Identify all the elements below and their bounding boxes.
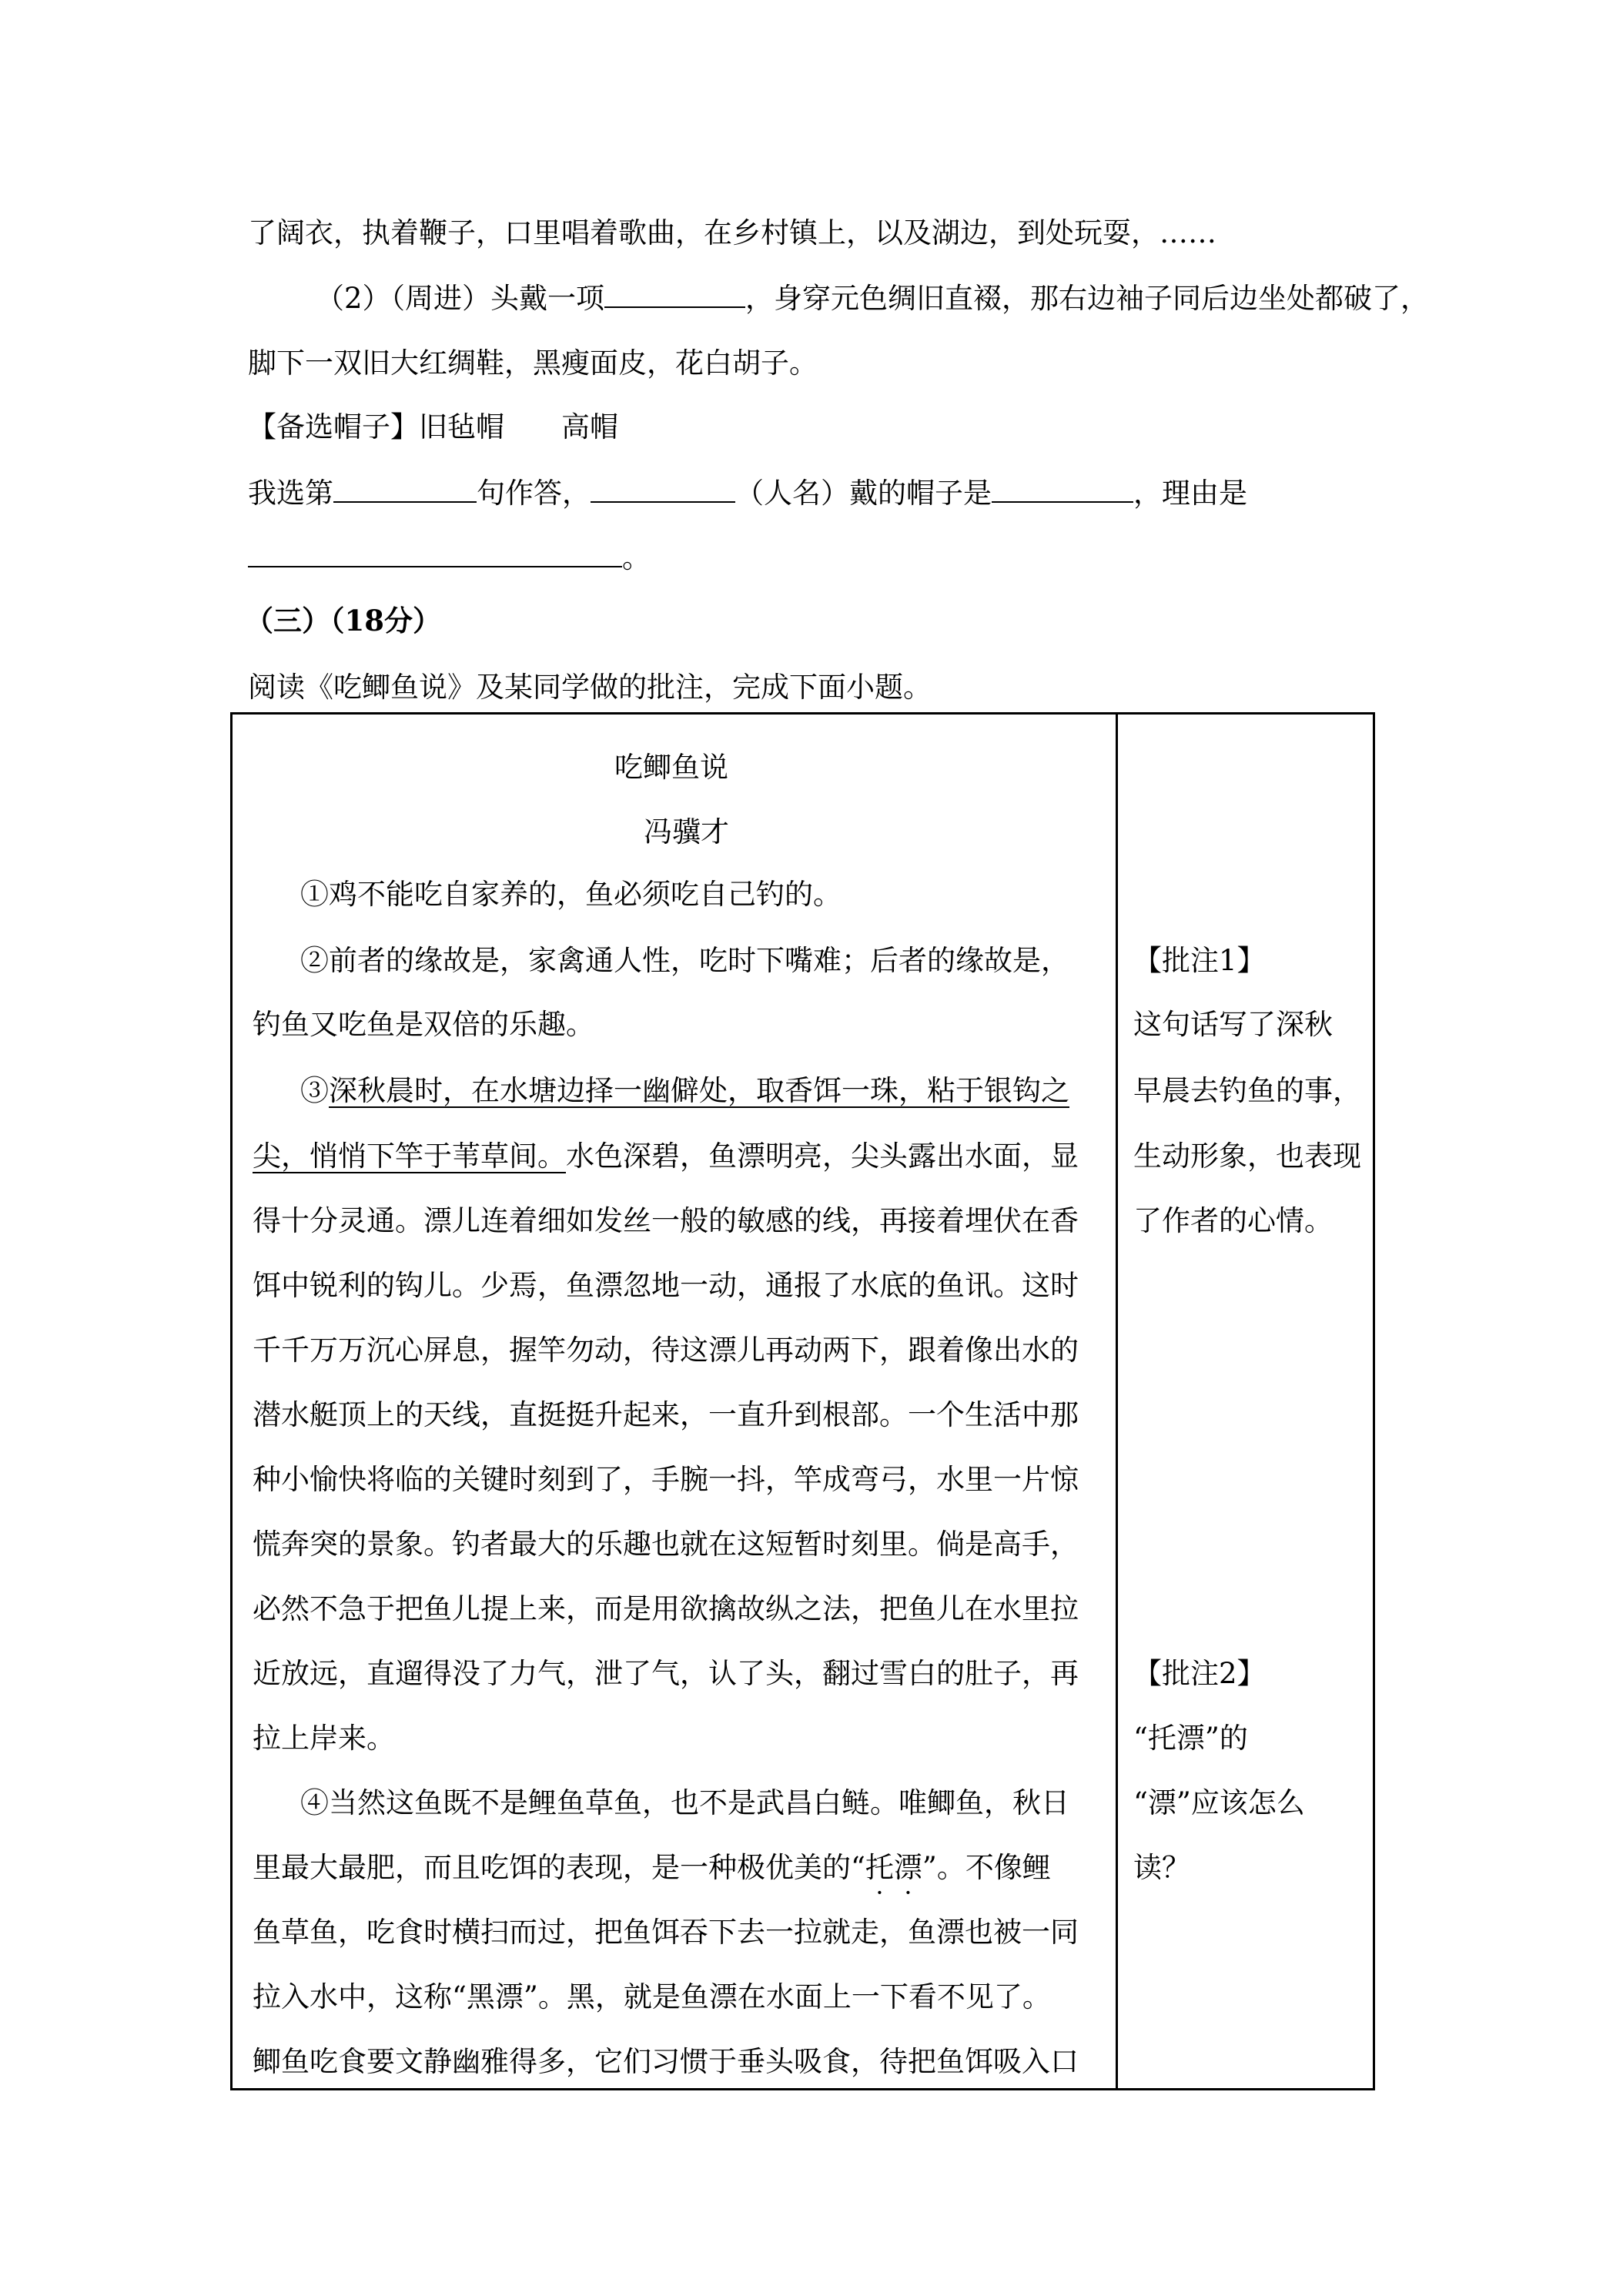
answer-line: [248, 470, 1403, 511]
article-author: 冯骥才: [644, 815, 729, 848]
annotation-line: 生动形象，也表现: [1133, 1140, 1361, 1173]
annotation-1-title: 【批注1】: [1133, 944, 1266, 977]
article-title: 吃鲫鱼说: [614, 751, 728, 784]
fill-blank[interactable]: [333, 475, 477, 503]
emphasis-char: 漂: [893, 1851, 922, 1884]
paragraph-number: ③: [300, 1074, 329, 1107]
answer-text: ，理由是: [1133, 477, 1247, 510]
annotation-line: “漂”应该怎么: [1133, 1786, 1305, 1819]
article-line: 拉入水中，这称“黑漂”。黑，就是鱼漂在水面上一下看不见了。: [253, 1980, 1051, 2013]
answer-line: [248, 534, 1403, 576]
article-line: 鱼草鱼，吃食时横扫而过，把鱼饵吞下去一拉就走，鱼漂也被一同: [253, 1916, 1079, 1949]
article-line: 饵中锐利的钩儿。少焉，鱼漂忽地一动，通报了水底的鱼讯。这时: [253, 1269, 1079, 1302]
question-text: （2）（周进）头戴一项: [316, 282, 605, 315]
article-line: 得十分灵通。漂儿连着细如发丝一般的敏感的线，再接着埋伏在香: [253, 1204, 1079, 1237]
question-text: ，身穿元色绸旧直裰，那右边袖子同后边坐处都破了，: [745, 282, 1430, 315]
article-text: ”。不像鲤: [922, 1851, 1051, 1884]
article-line: 潜水艇顶上的天线，直挺挺升起来，一直升到根部。一个生活中那: [253, 1398, 1079, 1431]
article-line: 种小愉快将临的关键时刻到了，手腕一抖，竿成弯弓，水里一片惊: [253, 1463, 1079, 1496]
answer-text: 句作答，: [477, 477, 591, 510]
section-heading: （三）（18分）: [245, 604, 441, 638]
article-line: ②前者的缘故是，家禽通人性，吃时下嘴难；后者的缘故是，: [300, 944, 1069, 977]
emphasis-char: 托: [865, 1851, 894, 1884]
underlined-sentence: 深秋晨时，在水塘边择一幽僻处，取香饵一珠，粘于银钩之: [329, 1074, 1069, 1107]
article-line: 必然不急于把鱼儿提上来，而是用欲擒故纵之法，把鱼儿在水里拉: [253, 1592, 1079, 1625]
answer-text: 我选第: [248, 477, 333, 510]
article-line: 鲫鱼吃食要文静幽雅得多，它们习惯于垂头吸食，待把鱼饵吸入口: [253, 2045, 1079, 2078]
article-line: 千千万万沉心屏息，握竿勿动，待这漂儿再动两下，跟着像出水的: [253, 1334, 1079, 1367]
article-line: 近放远，直遛得没了力气，泄了气，认了头，翻过雪白的肚子，再: [253, 1657, 1079, 1690]
annotation-line: 读？: [1133, 1851, 1190, 1884]
article-line: 钓鱼又吃鱼是双倍的乐趣。: [253, 1008, 594, 1041]
question-line: [316, 275, 1471, 316]
annotation-line: 早晨去钓鱼的事，: [1133, 1074, 1361, 1107]
article-line: [300, 1067, 1069, 1109]
annotation-line: 了作者的心情。: [1133, 1204, 1333, 1237]
passage-line: 了阔衣，执着鞭子，口里唱着歌曲，在乡村镇上，以及湖边，到处玩耍，……: [248, 216, 1216, 249]
article-line: [253, 1133, 1079, 1174]
hat-options: 【备选帽子】旧毡帽 高帽: [248, 410, 618, 443]
answer-text: （人名）戴的帽子是: [735, 477, 992, 510]
fill-blank[interactable]: [992, 475, 1133, 503]
fill-blank[interactable]: [604, 280, 745, 308]
article-text: 水色深碧，鱼漂明亮，尖头露出水面，显: [566, 1140, 1079, 1173]
question-line: 脚下一双旧大红绸鞋，黑瘦面皮，花白胡子。: [248, 346, 818, 380]
article-text: 里最大最肥，而且吃饵的表现，是一种极优美的“: [253, 1851, 865, 1884]
column-divider: [1116, 715, 1118, 2088]
annotation-line: “托漂”的: [1133, 1722, 1248, 1755]
annotation-2-title: 【批注2】: [1133, 1657, 1266, 1690]
annotation-line: 这句话写了深秋: [1133, 1008, 1333, 1041]
underlined-sentence: 尖，悄悄下竿于苇草间。: [253, 1140, 566, 1173]
reading-table: [230, 712, 1375, 2090]
answer-text: 。: [622, 541, 651, 574]
article-line: [253, 1844, 1051, 1886]
fill-blank[interactable]: [248, 540, 622, 567]
article-line: 拉上岸来。: [253, 1722, 395, 1755]
section-instruction: 阅读《吃鲫鱼说》及某同学做的批注，完成下面小题。: [248, 671, 932, 704]
article-line: ④当然这鱼既不是鲤鱼草鱼，也不是武昌白鲢。唯鲫鱼，秋日: [300, 1786, 1069, 1819]
article-paragraph-1: ①鸡不能吃自家养的，鱼必须吃自己钓的。: [300, 878, 842, 911]
article-line: 慌奔突的景象。钓者最大的乐趣也就在这短暂时刻里。倘是高手，: [253, 1528, 1079, 1561]
fill-blank[interactable]: [591, 475, 735, 503]
